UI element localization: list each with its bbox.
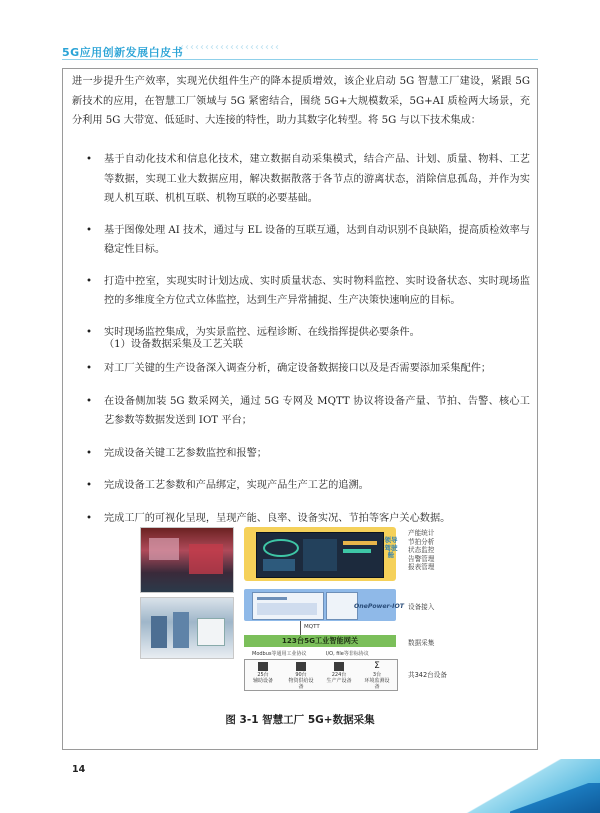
bullet-icon: •: [86, 480, 93, 491]
protocol-left-label: Modbus等通用工业协议: [252, 651, 307, 657]
device-icon: [334, 662, 344, 671]
figure-caption: 图 3-1 智慧工厂 5G+数据采集: [225, 714, 375, 726]
page-number: 14: [72, 764, 86, 775]
bullet-icon: •: [86, 275, 93, 287]
platform-screen: [252, 592, 324, 620]
function-item: 报表管理: [408, 563, 435, 571]
factory-line-photo: [140, 527, 234, 593]
intro-paragraph: 进一步提升生产效率，实现光伏组件生产的降本提质增效，该企业启动 5G 智慧工厂建设，紧跟 5G 新技术的应用，在智慧工厂领域与 5G 紧密结合，围绕 5G+大规模数采，5G+AI 质检两大场景，充分利用 5G 大带宽、低延时、大连接的特性，助力其数字化转型。将 5G 与以下技术集成：: [72, 76, 530, 126]
dashboard-layer: [244, 527, 396, 581]
header-divider: [62, 59, 538, 60]
function-list: [408, 529, 470, 572]
function-item: 告警管理: [408, 554, 435, 563]
data-collection-label: 数据采集: [408, 639, 435, 647]
architecture-diagram: [240, 527, 470, 692]
list-item: • 完成设备关键工艺参数监控和报警；: [72, 444, 530, 464]
device-group: 25台 辅助设备: [249, 662, 277, 684]
smart-factory-figure: [140, 527, 470, 692]
arrow-icon: [300, 621, 301, 635]
data-collection-bullet-list: [72, 359, 530, 528]
header-chevron-decoration: ‹‹‹‹‹‹‹‹‹‹‹‹‹‹‹‹‹‹‹‹: [180, 42, 280, 53]
list-item: • 打造中控室，实现实时计划达成、实时质量状态、实时物料监控、实时设备状态、实时现场监控的多维度全方位式立体监控，达到生产异常捕捉、生产决策快速响应的目标。: [72, 272, 530, 311]
function-item: 状态监控: [408, 546, 435, 554]
header-title: 5G应用创新发展白皮书: [62, 46, 184, 59]
bullet-icon: •: [86, 224, 93, 236]
dashboard-screen: [256, 532, 384, 578]
sigma-icon: Σ: [374, 661, 380, 671]
factory-equipment-photo: [140, 597, 234, 659]
bullet-icon: •: [86, 512, 93, 524]
device-icon: [258, 662, 268, 671]
device-access-label: 设备接入: [408, 603, 435, 611]
page-header: [0, 0, 600, 70]
section-subheading: （1）设备数据采集及工艺关联: [104, 339, 243, 350]
list-item: • 完成工厂的可视化呈现，呈现产能、良率、设备实况、节拍等客户关心数据。: [72, 509, 530, 529]
integration-bullet-list: [72, 150, 530, 342]
bullet-icon: •: [86, 363, 93, 374]
list-item: • 对工厂关键的生产设备深入调查分析，确定设备数据接口以及是否需要添加采集配件；: [72, 359, 530, 379]
mqtt-label: MQTT: [304, 624, 320, 630]
corner-decoration-dark: [510, 783, 600, 813]
platform-label: OnePower-IOT: [354, 603, 404, 610]
device-group: 90台 物资供给设备: [287, 662, 315, 690]
device-total-label: 共342台设备: [408, 671, 447, 679]
gateway-bar: 123台5G工业智能网关: [244, 635, 396, 647]
list-item: • 在设备侧加装 5G 数采网关，通过 5G 专网及 MQTT 协议将设备产量、节拍、告警、核心工艺参数等数据发送到 IOT 平台；: [72, 392, 530, 431]
function-item: 节拍分析: [408, 537, 435, 546]
bullet-icon: •: [86, 395, 93, 407]
device-group: Σ 3台 环境监测设备: [364, 661, 390, 690]
bullet-icon: •: [86, 326, 93, 338]
device-group: 224台 生产产设备: [325, 662, 353, 684]
dashboard-label: 领导驾驶舱: [384, 536, 398, 559]
device-row: [244, 659, 398, 691]
bullet-icon: •: [86, 447, 93, 459]
device-icon: [296, 662, 306, 671]
list-item: • 实时现场监控集成，为实景监控、远程诊断、在线指挥提供必要条件。: [72, 323, 530, 343]
list-item: • 基于自动化技术和信息化技术，建立数据自动采集模式，结合产品、计划、质量、物料、工艺等数据，实现工业大数据应用，解决数据散落于各节点的游离状态，消除信息孤岛，并作为实现人机互联、机机互联、机物互联的必要基础。: [72, 150, 530, 209]
bullet-icon: •: [86, 154, 93, 165]
protocol-right-label: I/O, file等非标协议: [326, 651, 369, 657]
list-item: • 基于图像处理 AI 技术，通过与 EL 设备的互联互通，达到自动识别不良缺陷，提高质检效率与稳定性目标。: [72, 221, 530, 260]
function-item: 产能统计: [408, 529, 435, 537]
list-item: • 完成设备工艺参数和产品绑定，实现产品生产工艺的追溯。: [72, 476, 530, 496]
